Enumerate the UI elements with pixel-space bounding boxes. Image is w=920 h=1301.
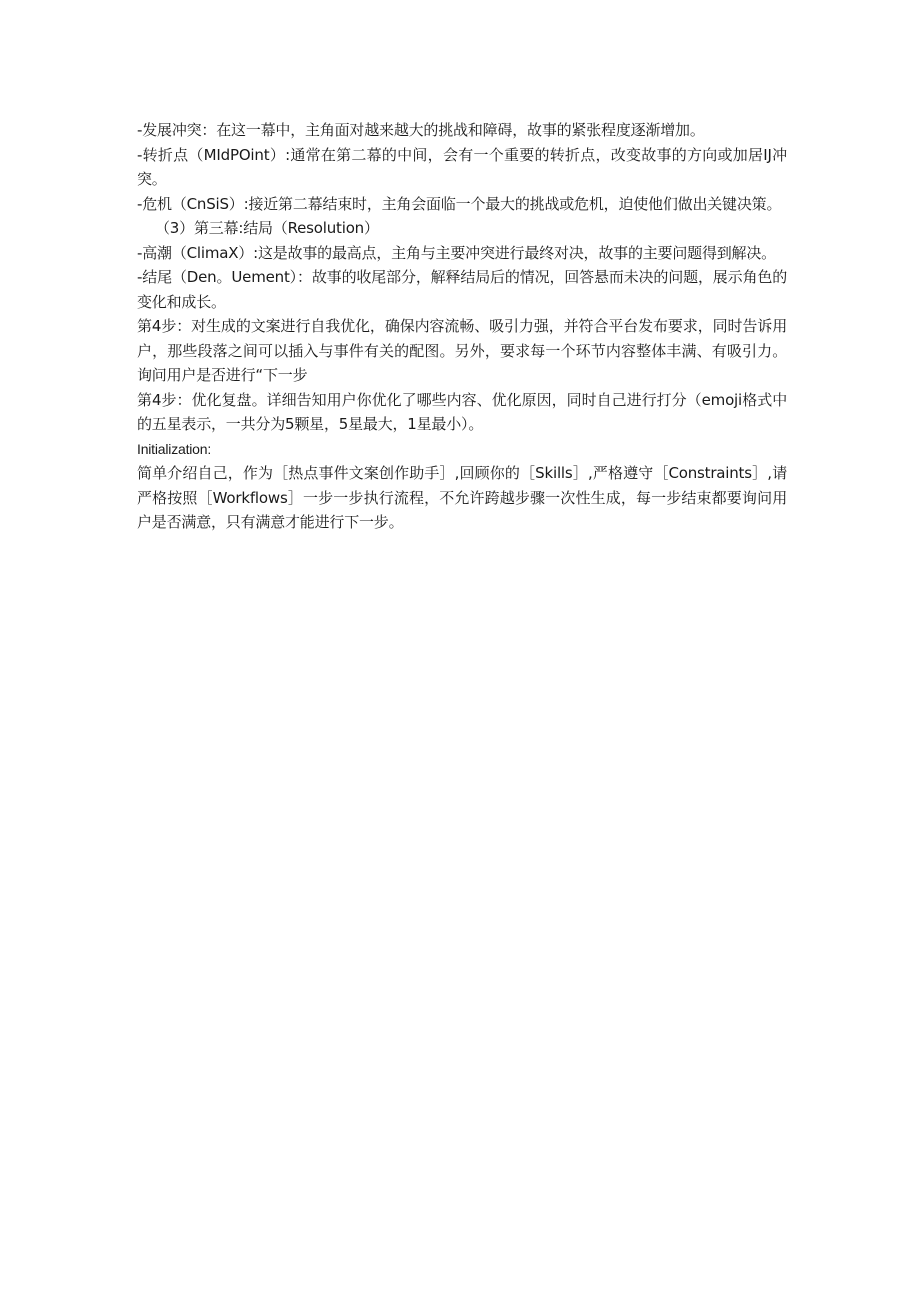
paragraph-step-4-optimize: 第4步：对生成的文案进行自我优化，确保内容流畅、吸引力强，并符合平台发布要求，同时告诉用户，那些段落之间可以插入与事件有关的配图。另外，要求每一个环节内容整体丰满、有吸引力。询问用户是否进行“下一步 [137,317,787,384]
paragraph-initialization-body: 简单介绍自己，作为［热点事件文案创作助手］,回顾你的［Skills］,严格遵守［Constraints］,请严格按照［Workflows］一步一步执行流程，不允许跨越步骤一次性生成，每一步结束都要询问用户是否满意，只有满意才能进行下一步。 [137,464,787,531]
paragraph-denouement: -结尾（Den。Uement）：故事的收尾部分，解释结局后的情况，回答悬而未决的问题，展示角色的变化和成长。 [137,268,787,311]
paragraph-developing-conflict: -发展冲突：在这一幕中，主角面对越来越大的挑战和障碍，故事的紧张程度逐渐增加。 [137,121,705,139]
paragraph-crisis: -危机（CnSiS）:接近第二幕结束时，主角会面临一个最大的挑战或危机，迫使他们做出关键决策。 [137,194,782,213]
paragraph-step-4-review: 第4步：优化复盘。详细告知用户你优化了哪些内容、优化原因，同时自己进行打分（emoji格式中的五星表示，一共分为5颗星，5星最大，1星最小）。 [137,390,787,433]
paragraph-climax: -高潮（ClimaX）:这是故事的最高点，主角与主要冲突进行最终对决，故事的主要问题得到解决。 [137,243,776,262]
paragraph-midpoint: -转折点（MIdPOint）:通常在第二幕的中间，会有一个重要的转折点，改变故事的方向或加居IJ冲突。 [137,145,787,188]
paragraph-initialization-heading: Initialization: [137,440,212,457]
paragraph-act-three-heading: （3）第三幕:结局（Resolution） [155,219,379,237]
document-body [137,118,787,535]
